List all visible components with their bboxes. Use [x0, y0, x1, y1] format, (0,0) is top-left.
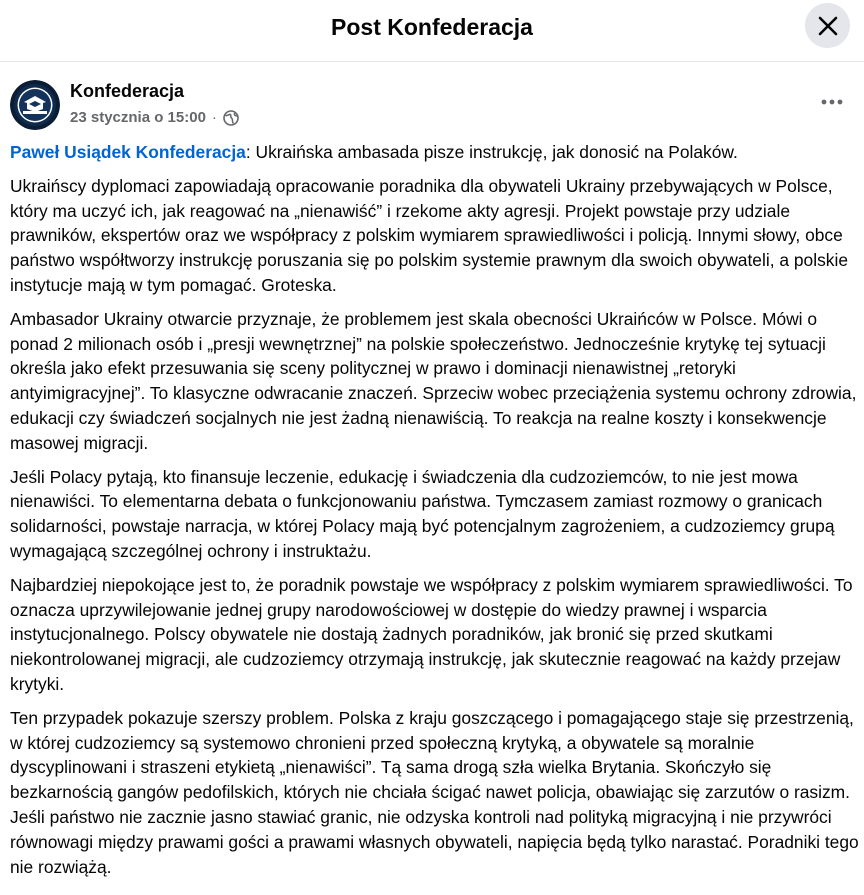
post-body: [10, 140, 860, 888]
close-button[interactable]: [805, 3, 850, 48]
post-meta: [70, 108, 239, 128]
dialog-header: [0, 0, 864, 62]
author-name[interactable]: Konfederacja: [70, 81, 185, 101]
post-paragraph: Ten przypadek pokazuje szerszy problem. Polska z kraju goszczącego i pomagającego staje się przestrzenią, w której cudzoziemcy są systemowo chronieni przed społeczną krytyką, a obywatele są moralnie dyscyplinowani i straszeni etykietą „nienawiści”. Tą sama drogą szła wielka Brytania. Skończyło się bezkarnością gangów pedofilskich, których nie chciała ścigać nawet policja, obawiając się zarzutów o rasizm. Jeśli państwo nie zacznie jasno stawiać granic, nie odzyska kontroli nad polityką migracyjną i nie przywróci równowagi między prawami gości a prawami własnych obywateli, napięcia będą tylko narastać. Poradniki tego nie rozwiążą.: [10, 707, 859, 877]
meta-separator: ·: [211, 109, 217, 126]
post-paragraph: Ukraińscy dyplomaci zapowiadają opracowanie poradnika dla obywateli Ukrainy przebywających w Polsce, który ma uczyć ich, jak reagować na „nienawiść” i rzekome akty agresji. Projekt powstaje przy udziale prawników, ekspertów oraz we współpracy z polskim wymiarem sprawiedliwości i policją. Innymi słowy, obce państwo współtworzy instrukcję poruszania się po polskim systemie prawnym dla swoich obywateli, a polskie instytucje mają w tym pomagać. Groteska.: [10, 175, 849, 295]
post-paragraph: Ambasador Ukrainy otwarcie przyznaje, że problemem jest skala obecności Ukraińców w Polsce. Mówi o ponad 2 milionach osób i „presji wewnętrznej” na polskie społeczeństwo. Jednocześnie krytykę tej sytuacji określa jako efekt przesuwania się sceny politycznej w prawo i dominacji nienawistnej „retoryki antyimigracyjnej”. To klasyczne odwracanie znaczeń. Sprzeciw wobec przeciążenia systemu ochrony zdrowia, edukacji czy świadczeń socjalnych nie jest żadną nienawiścią. To reakcja na realne koszty i konsekwencje masowej migracji.: [10, 308, 857, 453]
post-paragraph: Jeśli Polacy pytają, kto finansuje leczenie, edukację i świadczenia dla cudzoziemców, to nie jest mowa nienawiści. To elementarna debata o funkcjonowaniu państwa. Tymczasem zamiast rozmowy o granicach solidarności, powstaje narracja, w której Polacy mają być potencjalnym zagrożeniem, a cudzoziemcy grupą wymagającą szczególnej ochrony i instruktażu.: [10, 466, 835, 561]
intro-text: : Ukraińska ambasada pisze instrukcję, jak donosić na Polaków.: [245, 142, 738, 162]
globe-icon[interactable]: [223, 110, 239, 126]
post-date[interactable]: 23 stycznia o 15:00: [70, 109, 206, 126]
avatar[interactable]: [10, 80, 60, 130]
post-paragraph: Najbardziej niepokojące jest to, że poradnik powstaje we współpracy z polskim wymiarem sprawiedliwości. To oznacza uprzywilejowanie jednej grupy narodowościowej w dostępie do wiedzy prawnej i wsparcia instytucjonalnego. Polscy obywatele nie dostają żadnych poradników, jak bronić się przed skutkami niekontrolowanej migracji, ale cudzoziemcy otrzymają instrukcję, jak skutecznie reagować na każdy przejaw krytyki.: [10, 574, 853, 694]
more-options-button[interactable]: [812, 87, 852, 117]
post-intro: [10, 140, 860, 165]
more-horizontal-icon: [820, 98, 844, 106]
dialog-title: Post Konfederacja: [331, 14, 533, 40]
close-icon: [818, 16, 838, 36]
author-mention-link[interactable]: Paweł Usiądek Konfederacja: [10, 142, 246, 162]
